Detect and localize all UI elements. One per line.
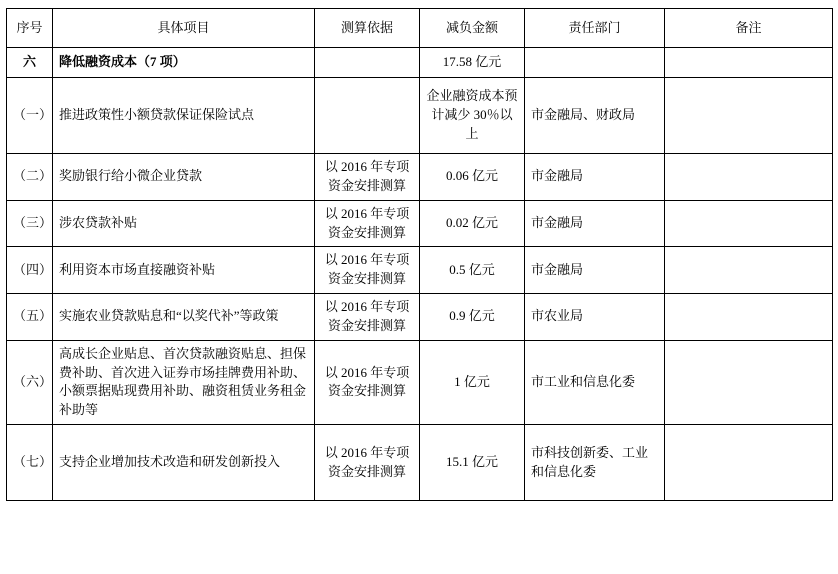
cell-department xyxy=(525,48,665,78)
table-row xyxy=(7,340,833,424)
cell-seq: （二） xyxy=(7,154,53,201)
cell-amount: 0.9 亿元 xyxy=(420,294,525,341)
column-header-note: 备注 xyxy=(665,9,833,48)
table-row xyxy=(7,425,833,501)
cell-item: 奖励银行给小微企业贷款 xyxy=(53,154,315,201)
cell-amount: 17.58 亿元 xyxy=(420,48,525,78)
cell-amount: 1 亿元 xyxy=(420,340,525,424)
cell-note xyxy=(665,154,833,201)
cell-amount: 企业融资成本预计减少 30％以上 xyxy=(420,78,525,154)
cell-seq: （七） xyxy=(7,425,53,501)
cell-basis: 以 2016 年专项资金安排测算 xyxy=(315,247,420,294)
table-body xyxy=(7,48,833,501)
table-header xyxy=(7,9,833,48)
table-header-row xyxy=(7,9,833,48)
cell-department: 市金融局、财政局 xyxy=(525,78,665,154)
cell-amount: 0.5 亿元 xyxy=(420,247,525,294)
column-header-item: 具体项目 xyxy=(53,9,315,48)
cell-amount: 0.06 亿元 xyxy=(420,154,525,201)
cell-seq: （四） xyxy=(7,247,53,294)
table-row xyxy=(7,200,833,247)
cell-note xyxy=(665,78,833,154)
cell-basis: 以 2016 年专项资金安排测算 xyxy=(315,340,420,424)
cell-basis xyxy=(315,78,420,154)
cell-amount: 15.1 亿元 xyxy=(420,425,525,501)
cell-item: 高成长企业贴息、首次贷款融资贴息、担保费补助、首次进入证券市场挂牌费用补助、小额票据贴现费用补助、融资租赁业务租金补助等 xyxy=(53,340,315,424)
cell-basis: 以 2016 年专项资金安排测算 xyxy=(315,425,420,501)
cell-item: 实施农业贷款贴息和“以奖代补”等政策 xyxy=(53,294,315,341)
cost-reduction-table xyxy=(6,8,833,501)
column-header-basis: 测算依据 xyxy=(315,9,420,48)
cell-item: 利用资本市场直接融资补贴 xyxy=(53,247,315,294)
cell-department: 市工业和信息化委 xyxy=(525,340,665,424)
cell-seq: （一） xyxy=(7,78,53,154)
table-row xyxy=(7,78,833,154)
cell-seq: （三） xyxy=(7,200,53,247)
cell-basis: 以 2016 年专项资金安排测算 xyxy=(315,294,420,341)
cell-item: 涉农贷款补贴 xyxy=(53,200,315,247)
cell-note xyxy=(665,247,833,294)
column-header-seq: 序号 xyxy=(7,9,53,48)
cell-item: 推进政策性小额贷款保证保险试点 xyxy=(53,78,315,154)
cell-seq: （六） xyxy=(7,340,53,424)
table-row xyxy=(7,48,833,78)
cell-basis: 以 2016 年专项资金安排测算 xyxy=(315,154,420,201)
cell-amount: 0.02 亿元 xyxy=(420,200,525,247)
table-row xyxy=(7,294,833,341)
cell-department: 市金融局 xyxy=(525,200,665,247)
cell-item: 降低融资成本（7 项） xyxy=(53,48,315,78)
cell-note xyxy=(665,340,833,424)
cell-seq: 六 xyxy=(7,48,53,78)
cell-note xyxy=(665,425,833,501)
cell-seq: （五） xyxy=(7,294,53,341)
cell-department: 市金融局 xyxy=(525,154,665,201)
cell-department: 市科技创新委、工业和信息化委 xyxy=(525,425,665,501)
cell-basis: 以 2016 年专项资金安排测算 xyxy=(315,200,420,247)
column-header-amount: 减负金额 xyxy=(420,9,525,48)
cell-basis xyxy=(315,48,420,78)
cell-note xyxy=(665,200,833,247)
table-row xyxy=(7,247,833,294)
cell-department: 市农业局 xyxy=(525,294,665,341)
table-row xyxy=(7,154,833,201)
cell-note xyxy=(665,48,833,78)
cell-item: 支持企业增加技术改造和研发创新投入 xyxy=(53,425,315,501)
cell-department: 市金融局 xyxy=(525,247,665,294)
cell-note xyxy=(665,294,833,341)
column-header-department: 责任部门 xyxy=(525,9,665,48)
